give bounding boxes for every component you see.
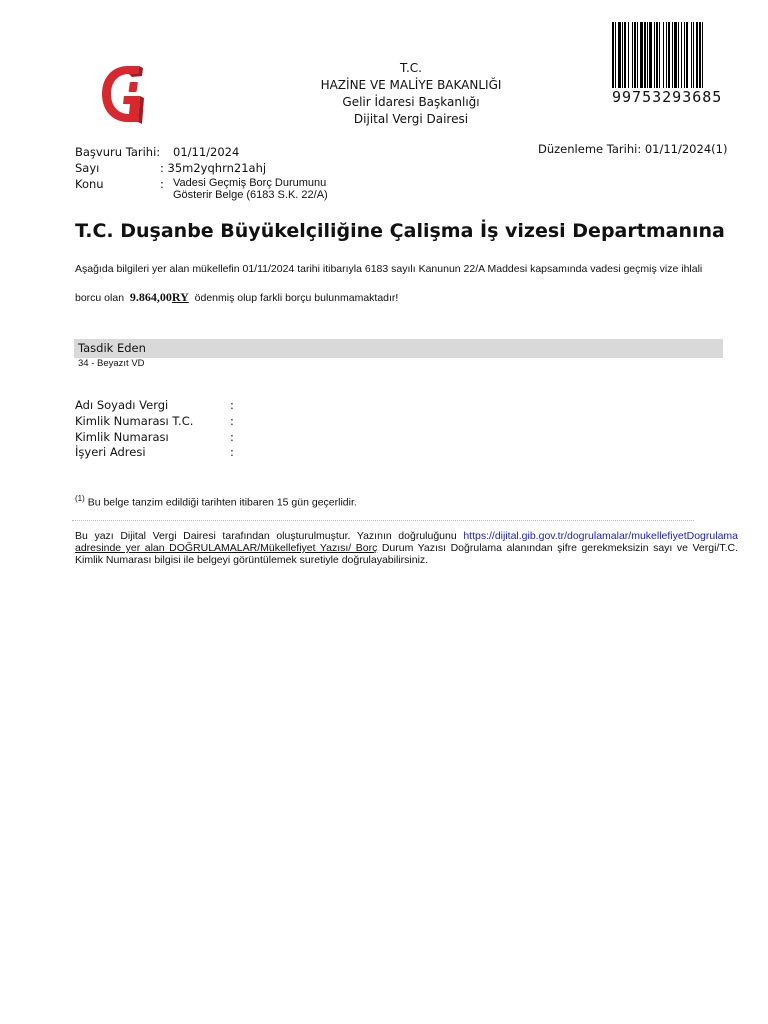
gib-logo-icon — [98, 60, 148, 126]
paragraph-start: borcu olan — [75, 292, 125, 304]
divider — [72, 520, 694, 521]
verify-part3: Durum Yazısı Doğrulama alanından şifre gerekmeksizin sayı ve Vergi/T.C. Kimlik Numarası bilgisi ile belgeyi görüntülemek suretiyle doğrulayabilirsiniz. — [75, 542, 738, 566]
debt-currency: RY — [171, 290, 189, 304]
paragraph-line2 — [75, 290, 398, 305]
paragraph-line1: Aşağıda bilgileri yer alan mükellefin 01/11/2024 tarihi itibarıyla 6183 sayılı Kanunun 22/A Maddesi kapsamında vadesi geçmiş vize ihlali — [75, 263, 703, 275]
konu-colon: : — [160, 177, 164, 191]
konu-value-line1: Vadesi Geçmiş Borç Durumunu — [173, 177, 327, 189]
header-directorate: Gelir İdaresi Başkanlığı — [342, 95, 480, 109]
document-title: T.C. Duşanbe Büyükelçiliğine Çalişma İş vizesi Departmanına — [75, 220, 725, 242]
footnote — [75, 494, 357, 509]
footnote-marker: (1) — [75, 494, 85, 503]
info-colon-3: : — [230, 445, 234, 459]
basvuru-value: 01/11/2024 — [173, 145, 240, 159]
sayi-value: : 35m2yqhrn21ahj — [160, 161, 267, 175]
tasdik-label: Tasdik Eden — [78, 341, 146, 355]
barcode-number: 99753293685 — [612, 88, 723, 106]
konu-value — [173, 177, 328, 201]
duzenleme-tarihi: Düzenleme Tarihi: 01/11/2024(1) — [538, 142, 728, 156]
tasdik-bar — [74, 339, 723, 358]
barcode — [612, 22, 750, 110]
konu-value-line2: Gösterir Belge (6183 S.K. 22/A) — [173, 189, 328, 201]
verification-text — [75, 530, 738, 566]
verify-part1: Bu yazı Dijital Vergi Dairesi tarafından oluşturulmuştur. Yazının doğruluğunu — [75, 530, 464, 542]
info-label-3: İşyeri Adresi — [75, 445, 146, 459]
paragraph-end: ödenmiş olup farkli borçu bulunmamaktadır! — [194, 292, 399, 304]
barcode-bars — [612, 22, 750, 88]
footnote-text: Bu belge tanzim edildiği tarihten itibaren 15 gün geçerlidir. — [87, 496, 357, 509]
info-colon-0: : — [230, 398, 234, 412]
header-ministry: HAZİNE VE MALİYE BAKANLIĞI — [320, 78, 502, 92]
info-label-1: Kimlik Numarası T.C. — [75, 414, 194, 428]
header-block — [290, 60, 532, 128]
header-tc: T.C. — [400, 61, 422, 75]
sayi-label: Sayı — [75, 161, 100, 175]
verification-link[interactable]: https://dijital.gib.gov.tr/dogrulamalar/mukellefiyetDogrulama — [463, 530, 738, 542]
info-label-0: Adı Soyadı Vergi — [75, 398, 169, 412]
info-label-2: Kimlik Numarası — [75, 430, 169, 444]
debt-amount: 9.864,00 — [129, 290, 172, 304]
basvuru-label: Başvuru Tarihi: — [75, 145, 161, 159]
info-colon-2: : — [230, 430, 234, 444]
header-office: Dijital Vergi Dairesi — [353, 112, 469, 126]
tasdik-value: 34 - Beyazıt VD — [78, 358, 145, 369]
info-colon-1: : — [230, 414, 234, 428]
konu-label: Konu — [75, 177, 104, 191]
verify-part2: adresinde yer alan DOĞRULAMALAR/Mükellefiyet Yazısı/ Borç — [75, 542, 378, 554]
